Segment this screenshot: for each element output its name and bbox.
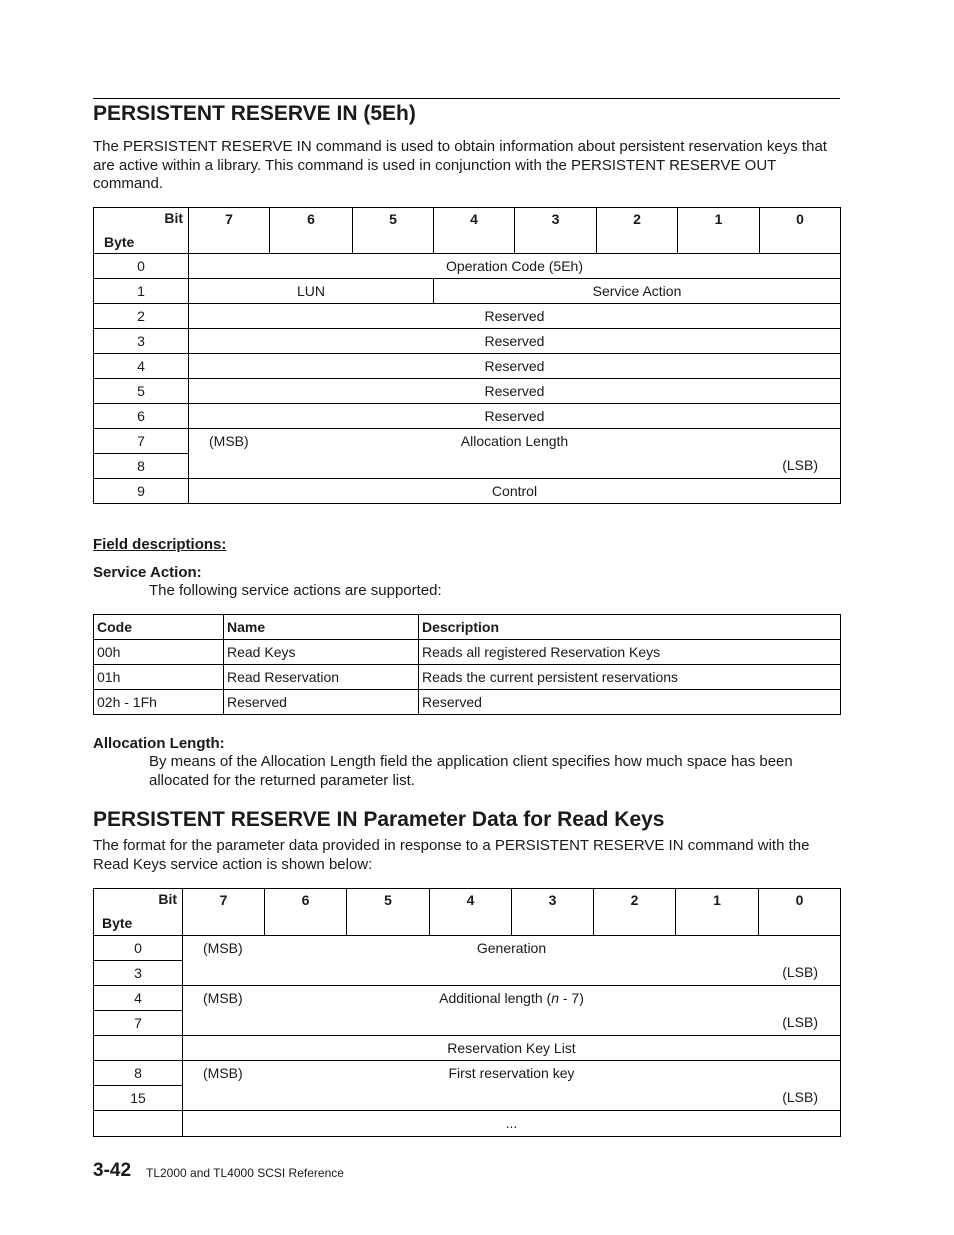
table-row [94,690,841,715]
top-rule [93,98,840,99]
field-cell: Reserved [189,354,841,379]
cdb-row [94,379,841,404]
allocation-length-heading: Allocation Length: [93,735,225,752]
table-row [94,640,841,665]
byte-number: 1 [94,279,189,304]
msb-label: (MSB) [209,433,249,449]
byte-number: 7 [94,1011,183,1036]
field-cell: Reserved [189,404,841,429]
byte-number-empty [94,1111,183,1137]
generation-label: Generation [476,940,547,956]
byte-number: 4 [94,354,189,379]
param-header-row [94,889,841,936]
param-data-table [93,888,841,1137]
lsb-label: (LSB) [782,457,818,473]
param-row [94,936,841,961]
cdb-row [94,404,841,429]
bit-0: 0 [759,889,841,936]
ellipsis-cell: ... [183,1111,841,1137]
cdb-row [94,479,841,504]
cdb-row [94,279,841,304]
bit-3: 3 [515,208,597,254]
byte-label: Byte [104,234,135,250]
generation-cell [183,936,841,986]
byte-number: 2 [94,304,189,329]
cdb-row [94,354,841,379]
name-cell: Reserved [224,690,419,715]
lun-cell: LUN [189,279,434,304]
byte-number: 6 [94,404,189,429]
additional-length-label [183,986,840,1010]
bit-4: 4 [434,208,515,254]
field-cell: Operation Code (5Eh) [189,254,841,279]
byte-label: Byte [102,915,133,931]
byte-number: 3 [94,961,183,986]
code-cell: 01h [94,665,224,690]
description-cell: Reads all registered Reservation Keys [419,640,841,665]
code-cell: 02h - 1Fh [94,690,224,715]
byte-number: 5 [94,379,189,404]
param-row [94,1111,841,1137]
msb-label: (MSB) [203,990,243,1006]
field-descriptions-heading: Field descriptions: [93,536,227,553]
byte-number: 4 [94,986,183,1011]
name-cell: Read Keys [224,640,419,665]
additional-length-cell [183,986,841,1036]
lsb-label: (LSB) [782,1089,818,1105]
bit-7: 7 [189,208,270,254]
cdb-row [94,329,841,354]
cdb-row [94,429,841,454]
service-action-cell: Service Action [434,279,841,304]
param-row [94,1036,841,1061]
section-intro: The PERSISTENT RESERVE IN command is used to obtain information about persistent reservation keys that are active within a library. This command is used in conjunction with the PERSISTENT RESERVE OUT command. [93,138,827,192]
msb-label: (MSB) [203,1065,243,1081]
additional-length-suffix: - 7) [558,990,584,1006]
byte-number: 15 [94,1086,183,1111]
name-header: Name [224,615,419,640]
service-table-header [94,615,841,640]
bit-6: 6 [265,889,347,936]
cdb-header-row [94,208,841,254]
description-cell: Reserved [419,690,841,715]
field-cell: Reserved [189,379,841,404]
allocation-length-cell [189,429,841,479]
bit-2: 2 [594,889,676,936]
byte-number: 9 [94,479,189,504]
field-cell: Reserved [189,304,841,329]
additional-length-prefix: Additional length ( [439,990,552,1006]
section2-intro: The format for the parameter data provided in response to a PERSISTENT RESERVE IN command with the Read Keys service action is shown below: [93,837,810,873]
bit-5: 5 [347,889,430,936]
page-number: 3-42 [93,1160,132,1181]
byte-number: 0 [94,936,183,961]
name-cell: Read Reservation [224,665,419,690]
param-row [94,986,841,1011]
bit-6: 6 [270,208,353,254]
service-action-text: The following service actions are supported: [149,582,442,599]
byte-number: 7 [94,429,189,454]
bit-1: 1 [676,889,759,936]
section2-title: PERSISTENT RESERVE IN Parameter Data for Read Keys [93,808,665,831]
code-header: Code [94,615,224,640]
document-title: TL2000 and TL4000 SCSI Reference [146,1166,344,1180]
bit-5: 5 [353,208,434,254]
service-action-table [93,614,841,715]
first-key-cell [183,1061,841,1111]
field-cell: Reserved [189,329,841,354]
cdb-row [94,304,841,329]
first-key-label: First reservation key [448,1065,575,1081]
cdb-row [94,254,841,279]
description-cell: Reads the current persistent reservations [419,665,841,690]
field-cell: Control [189,479,841,504]
bit-7: 7 [183,889,265,936]
additional-length-var: n [551,990,559,1006]
bit-byte-header [94,208,189,254]
service-action-label: Service Action: [93,564,202,581]
byte-number-empty [94,1036,183,1061]
byte-number: 8 [94,454,189,479]
bit-label: Bit [158,891,177,907]
lsb-label: (LSB) [782,964,818,980]
table-row [94,665,841,690]
bit-4: 4 [430,889,512,936]
reservation-key-list-cell: Reservation Key List [183,1036,841,1061]
section-title: PERSISTENT RESERVE IN (5Eh) [93,102,416,125]
param-row [94,1061,841,1086]
bit-byte-header [94,889,183,936]
bit-0: 0 [760,208,841,254]
bit-3: 3 [512,889,594,936]
allocation-length-label: Allocation Length [460,433,569,449]
description-header: Description [419,615,841,640]
cdb-table [93,207,841,504]
code-cell: 00h [94,640,224,665]
bit-2: 2 [597,208,678,254]
msb-label: (MSB) [203,940,243,956]
byte-number: 3 [94,329,189,354]
lsb-label: (LSB) [782,1014,818,1030]
byte-number: 8 [94,1061,183,1086]
byte-number: 0 [94,254,189,279]
bit-1: 1 [678,208,760,254]
bit-label: Bit [164,210,183,226]
allocation-length-text: By means of the Allocation Length field the application client specifies how much space has been allocated for the returned parameter list. [149,753,793,789]
